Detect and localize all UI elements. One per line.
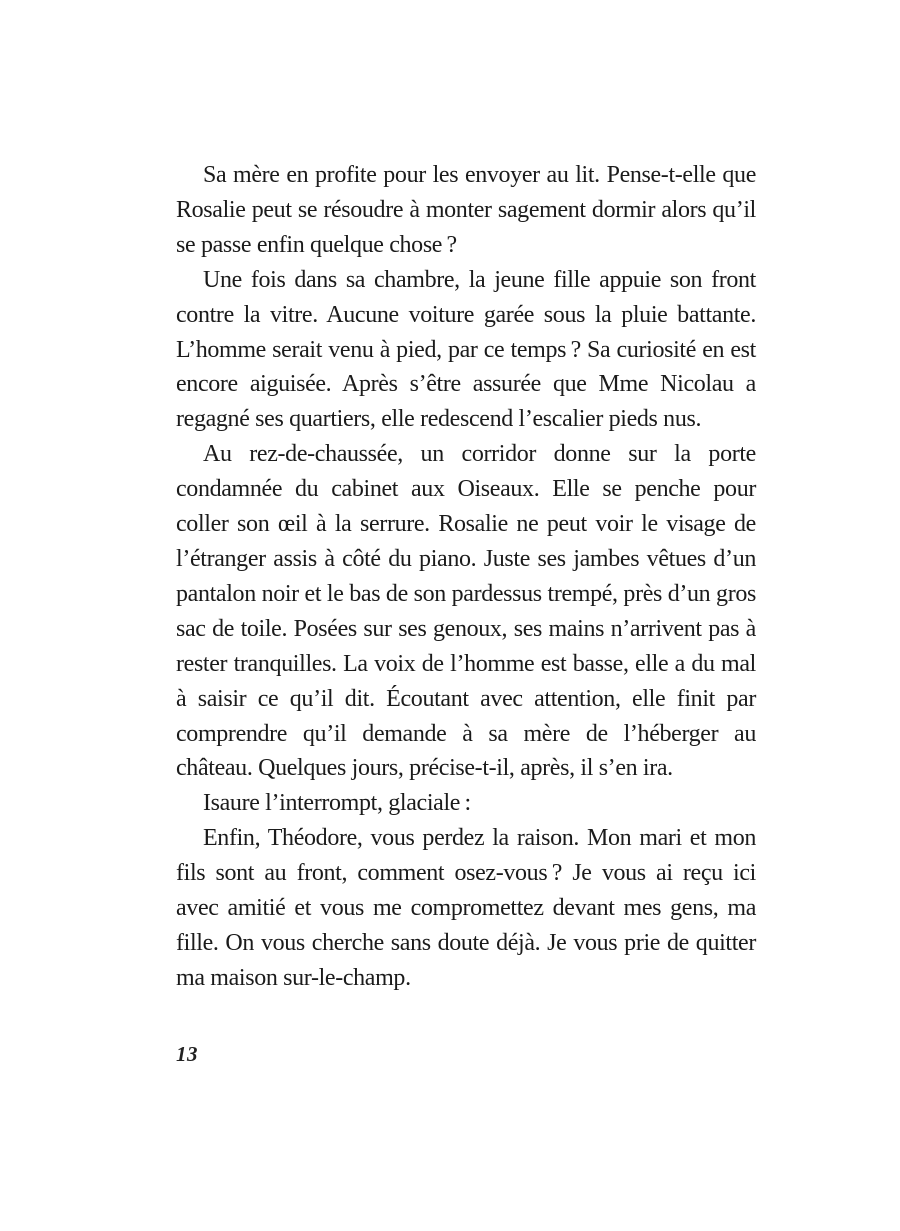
body-text — [176, 158, 756, 1067]
page-number: 13 — [176, 1041, 198, 1066]
paragraph-1: Sa mère en profite pour les envoyer au lit. Pense-t-elle que Rosalie peut se résoudre à monter sagement dormir alors qu’il se passe enfin quelque chose ? — [176, 162, 756, 258]
paragraph-2: Une fois dans sa chambre, la jeune fille appuie son front contre la vitre. Aucune voiture garée sous la pluie battante. L’homme serait venu à pied, par ce temps ? Sa curiosité en est encore aiguisée. Après s’être assurée que Mme Nicolau a regagné ses quartiers, elle redescend l’escalier pieds nus. — [176, 266, 756, 433]
paragraph-4: Isaure l’interrompt, glaciale : — [203, 790, 471, 817]
paragraph-5: Enfin, Théodore, vous perdez la raison. Mon mari et mon fils sont au front, comment osez-vous ? Je vous ai reçu ici avec amitié et vous me compromettez devant mes gens, ma fille. On vous cherche sans doute déjà. Je vous prie de quitter ma maison sur-le-champ. — [176, 825, 756, 991]
paragraph-3: Au rez-de-chaussée, un corridor donne sur la porte condamnée du cabinet aux Oiseaux. Elle se penche pour coller son œil à la serrure. Rosalie ne peut voir le visage de l’étranger assis à côté du piano. Juste ses jambes vêtues d’un pantalon noir et le bas de son pardessus trempé, près d’un gros sac de toile. Posées sur ses genoux, ses mains n’arrivent pas à rester tranquilles. La voix de l’homme est basse, elle a du mal à saisir ce qu’il dit. Écoutant avec attention, elle finit par comprendre qu’il demande à sa mère de l’héberger au château. Quelques jours, précise-t-il, après, il s’en ira. — [176, 441, 756, 782]
